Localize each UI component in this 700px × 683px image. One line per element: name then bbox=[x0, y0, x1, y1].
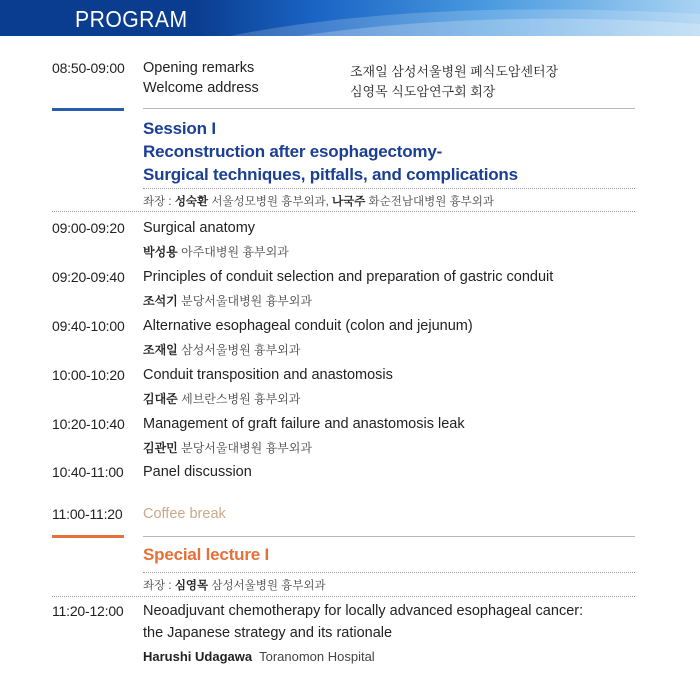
special-talk-speaker bbox=[143, 649, 375, 664]
coffee-label: Coffee break bbox=[143, 506, 226, 522]
session1-title: Session I bbox=[143, 119, 216, 138]
session1-divider bbox=[143, 108, 635, 109]
special-title: Special lecture I bbox=[143, 545, 270, 564]
session1-talks-rule bbox=[52, 211, 635, 212]
special-talk-topic-1: Neoadjuvant chemotherapy for locally advanced esophageal cancer: bbox=[143, 603, 584, 619]
chair2-name: 나국주 bbox=[332, 196, 366, 208]
special-chair-name: 심영목 bbox=[174, 580, 209, 592]
special-accent-bar bbox=[52, 535, 124, 538]
talk1-time: 09:00-09:20 bbox=[52, 220, 125, 236]
program-header bbox=[0, 0, 700, 36]
talk3-speaker-name: 조재일 bbox=[143, 343, 178, 357]
talk4-topic: Conduit transposition and anastomosis bbox=[143, 367, 393, 383]
special-talk-rule bbox=[52, 596, 635, 597]
session1-dotted-rule bbox=[143, 188, 635, 189]
talk3-affiliation: 삼성서울병원 흉부외과 bbox=[177, 343, 301, 357]
opening-topic-2: Welcome address bbox=[143, 80, 259, 96]
talk3-time: 09:40-10:00 bbox=[52, 318, 125, 334]
special-talk-topic-2: the Japanese strategy and its rationale bbox=[143, 625, 393, 641]
special-chair bbox=[143, 577, 326, 593]
session1-chairs bbox=[143, 193, 494, 209]
talk5-time: 10:20-10:40 bbox=[52, 416, 125, 432]
talk5-speaker-name: 김관민 bbox=[143, 441, 178, 455]
opening-topic-1: Opening remarks bbox=[143, 60, 255, 76]
talk3-topic: Alternative esophageal conduit (colon and jejunum) bbox=[143, 318, 473, 334]
chair-prefix: 좌장 : bbox=[143, 196, 175, 208]
talk1-topic: Surgical anatomy bbox=[143, 220, 256, 236]
special-chair-affiliation: 삼성서울병원 흉부외과 bbox=[208, 580, 326, 592]
panel-time: 10:40-11:00 bbox=[52, 464, 124, 480]
talk2-affiliation: 분당서울대병원 흉부외과 bbox=[177, 294, 312, 308]
talk4-speaker-name: 김대준 bbox=[143, 392, 178, 406]
special-speaker-affiliation: Toranomon Hospital bbox=[252, 649, 375, 664]
talk1-speaker bbox=[143, 243, 289, 260]
special-talk-time: 11:20-12:00 bbox=[52, 603, 124, 619]
chair1-name: 성숙환 bbox=[174, 196, 209, 208]
talk5-topic: Management of graft failure and anastomosis leak bbox=[143, 416, 465, 432]
coffee-time: 11:00-11:20 bbox=[52, 506, 123, 522]
panel-topic: Panel discussion bbox=[143, 464, 252, 480]
talk2-time: 09:20-09:40 bbox=[52, 269, 125, 285]
session1-subtitle-2: Surgical techniques, pitfalls, and complications bbox=[143, 165, 518, 184]
talk4-time: 10:00-10:20 bbox=[52, 367, 125, 383]
chair1-affiliation: 서울성모병원 흉부외과, bbox=[208, 196, 333, 208]
talk5-affiliation: 분당서울대병원 흉부외과 bbox=[177, 441, 312, 455]
talk4-speaker bbox=[143, 390, 300, 407]
talk3-speaker bbox=[143, 341, 300, 358]
session1-subtitle-1: Reconstruction after esophagectomy- bbox=[143, 142, 443, 161]
talk1-speaker-name: 박성용 bbox=[143, 245, 178, 259]
special-chair-prefix: 좌장 : bbox=[143, 580, 175, 592]
session1-accent-bar bbox=[52, 108, 124, 111]
talk2-speaker-name: 조석기 bbox=[143, 294, 178, 308]
talk2-speaker bbox=[143, 292, 312, 309]
special-speaker-name: Harushi Udagawa bbox=[143, 649, 253, 664]
talk1-affiliation: 아주대병원 흉부외과 bbox=[177, 245, 289, 259]
chair2-affiliation: 화순전남대병원 흉부외과 bbox=[365, 196, 494, 208]
talk2-topic: Principles of conduit selection and preparation of gastric conduit bbox=[143, 269, 554, 285]
opening-time: 08:50-09:00 bbox=[52, 60, 125, 76]
talk4-affiliation: 세브란스병원 흉부외과 bbox=[177, 392, 301, 406]
special-dotted-rule bbox=[143, 572, 635, 573]
special-divider bbox=[143, 536, 635, 537]
talk5-speaker bbox=[143, 439, 312, 456]
opening-speaker-2: 심영목 식도암연구회 회장 bbox=[350, 84, 496, 99]
opening-speaker-1: 조재일 삼성서울병원 폐식도암센터장 bbox=[350, 64, 559, 79]
page-title: PROGRAM bbox=[75, 6, 188, 32]
